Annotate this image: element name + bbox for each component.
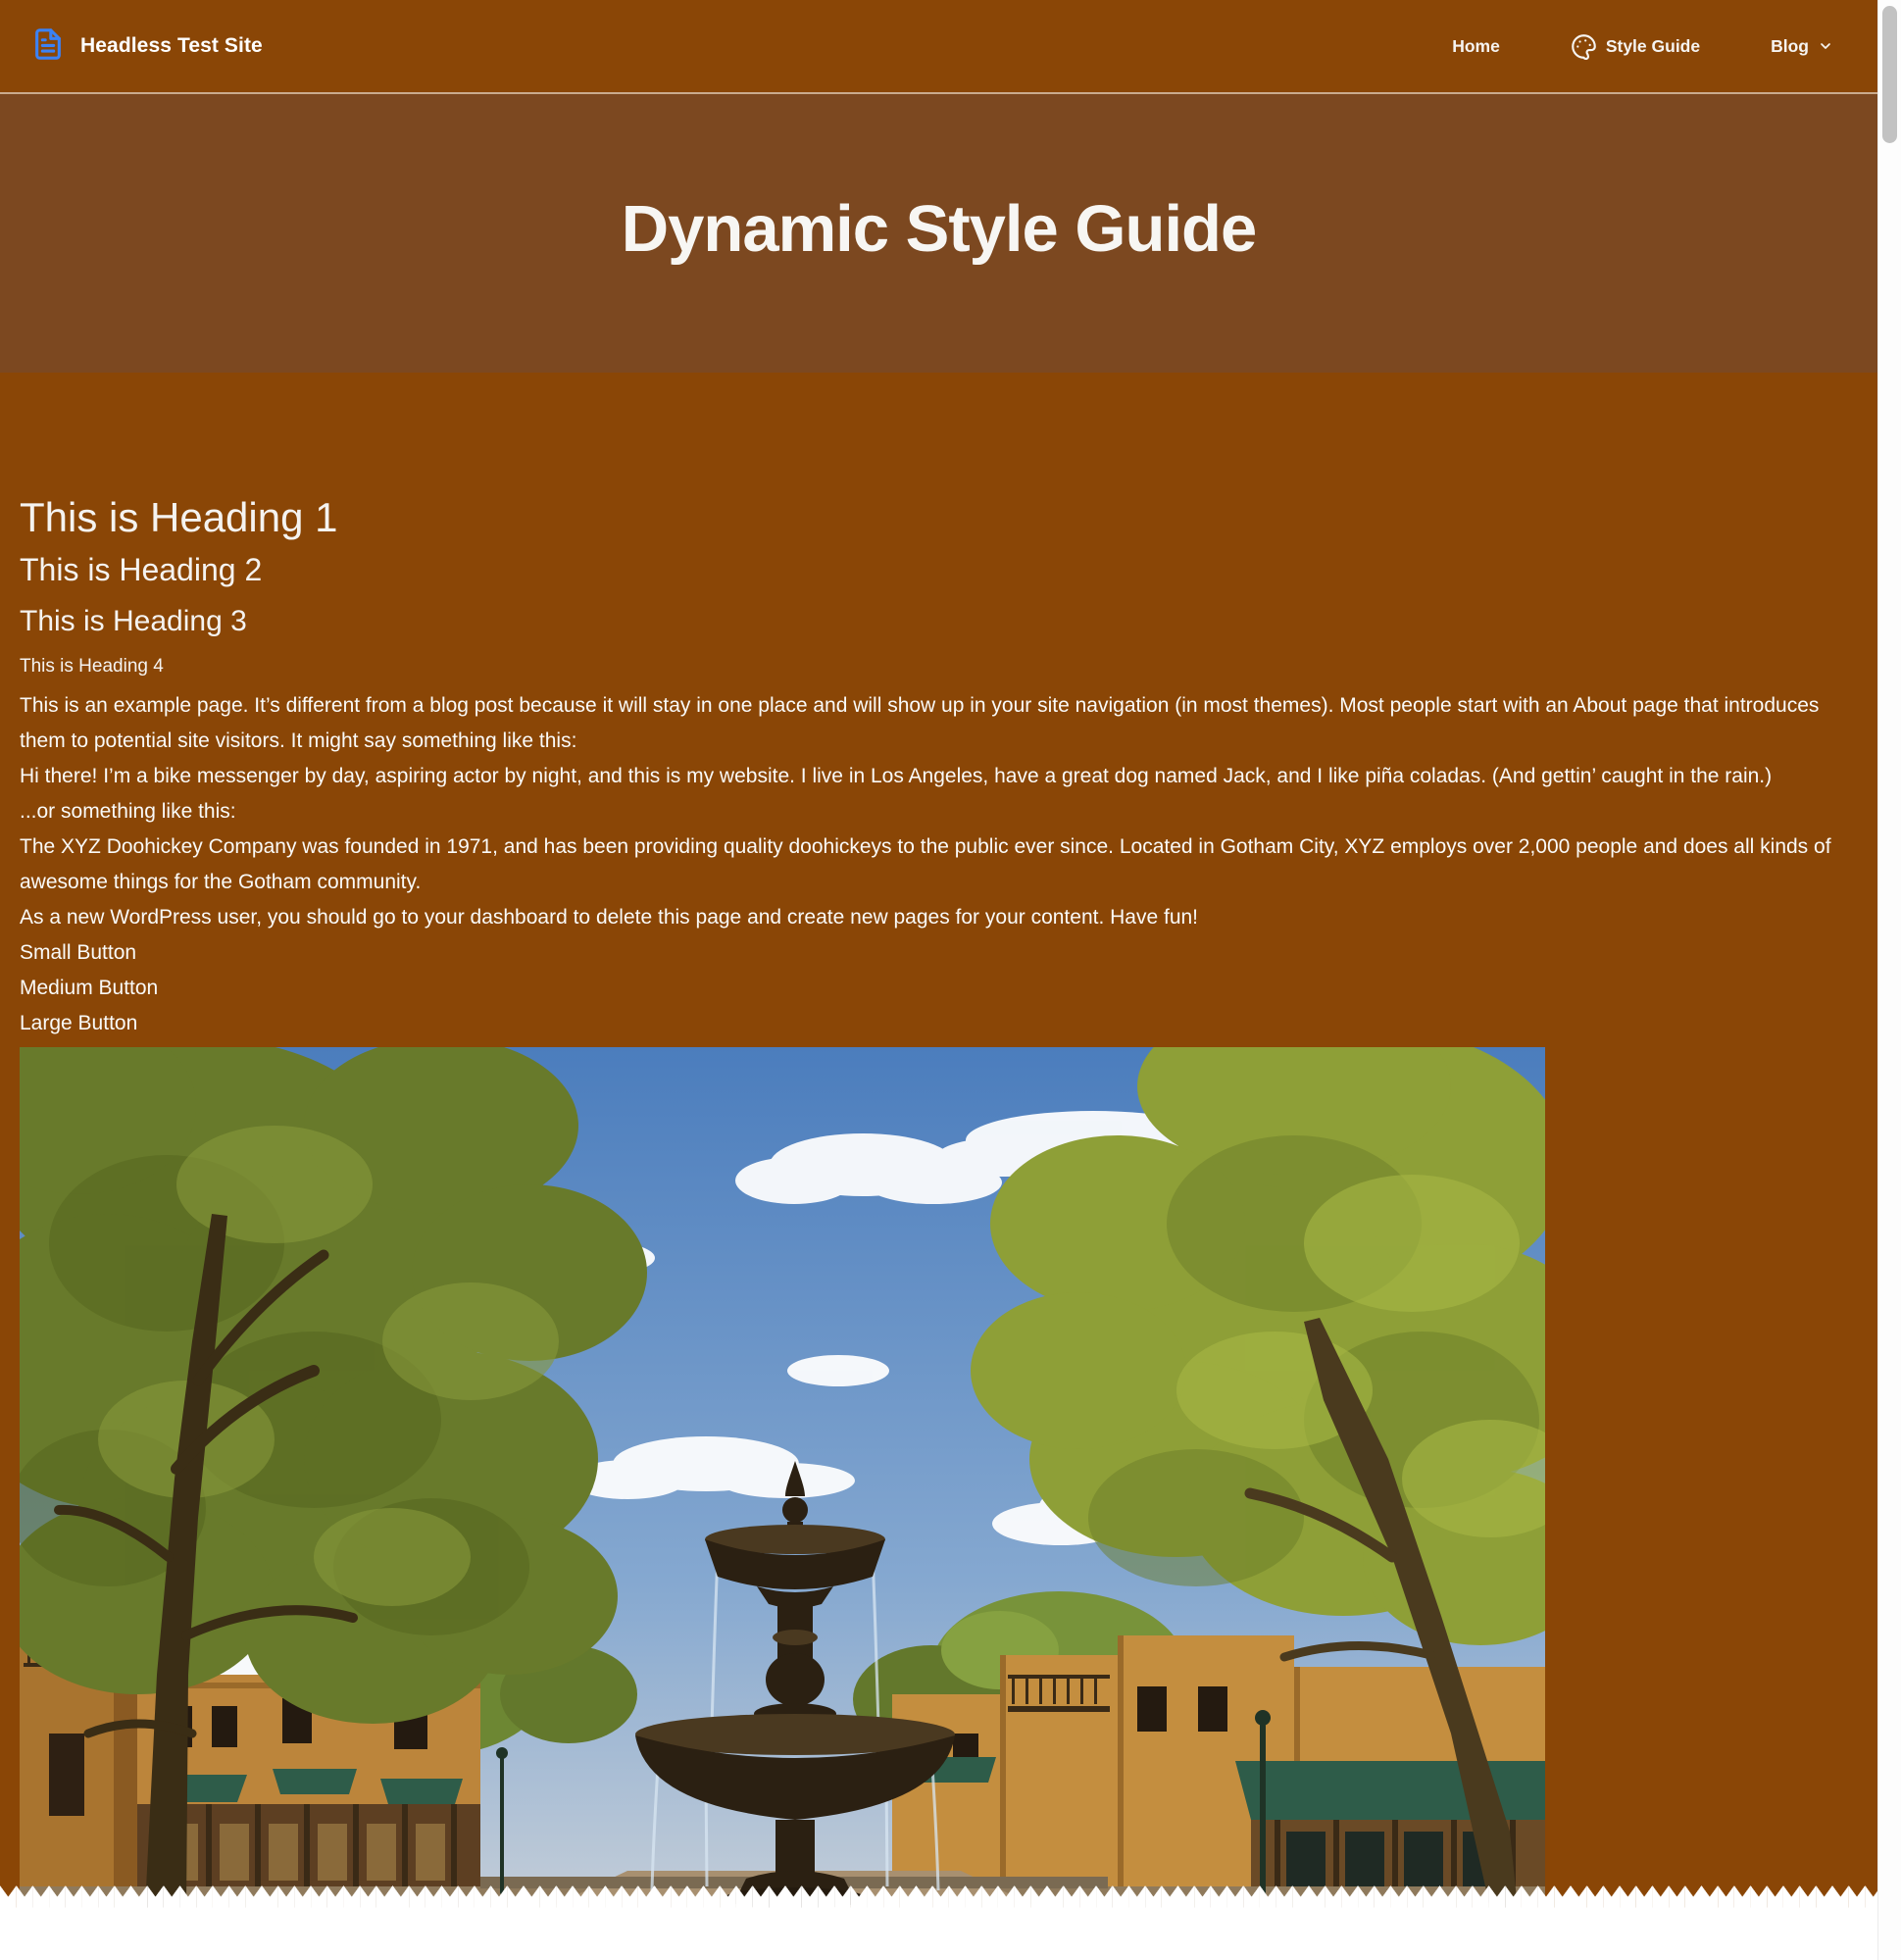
nav-style-guide-label: Style Guide: [1605, 35, 1701, 56]
brand-title: Headless Test Site: [80, 34, 263, 57]
page-title: Dynamic Style Guide: [621, 191, 1257, 266]
nav-link-blog[interactable]: [1771, 36, 1833, 57]
paragraph-bike-messenger: Hi there! I’m a bike messenger by day, aspiring actor by night, and this is my website. I live in Los Angeles, have a great dog named Jack, and I like piña coladas. (And gettin’ caught in the rain.): [20, 765, 1773, 788]
file-text-icon: [31, 25, 65, 68]
paragraph-example-page: This is an example page. It’s different from a blog post because it will stay in one place and will show up in your site navigation (in most themes). Most people start with an About page that introduces them to potential site visitors. It might say something like this:: [20, 694, 1820, 753]
heading-2: This is Heading 2: [20, 552, 263, 588]
main-nav: [1381, 33, 1833, 60]
medium-button[interactable]: Medium Button: [20, 971, 158, 1006]
plaza-photo: [20, 1047, 1545, 1908]
paragraph-xyz-doohickey: The XYZ Doohickey Company was founded in 1971, and has been providing quality doohickeys to the public ever since. Located in Gotham City, XYZ employs over 2,000 people and does all kinds of awesome things for the Gotham community.: [20, 835, 1831, 894]
chevron-down-icon: [1818, 38, 1833, 54]
heading-1: This is Heading 1: [20, 494, 338, 540]
nav-link-style-guide[interactable]: [1571, 33, 1700, 60]
large-button[interactable]: Large Button: [20, 1006, 137, 1041]
nav-blog-label: Blog: [1771, 35, 1809, 56]
heading-4: This is Heading 4: [20, 656, 164, 678]
paragraph-wordpress-user: As a new WordPress user, you should go to your dashboard to delete this page and create new pages for your content. Have fun!: [20, 906, 1199, 930]
brand[interactable]: [31, 25, 263, 68]
site-header: [0, 0, 1877, 94]
main-content: [0, 373, 1877, 1908]
heading-3: This is Heading 3: [20, 605, 247, 638]
nav-link-home[interactable]: [1452, 36, 1500, 57]
hero-banner: [0, 94, 1877, 373]
nav-home-label: Home: [1452, 35, 1500, 56]
palette-icon: [1571, 33, 1597, 60]
small-button[interactable]: Small Button: [20, 935, 136, 971]
scrollbar-track[interactable]: [1877, 0, 1901, 1960]
paragraph-or-something: ...or something like this:: [20, 800, 236, 824]
scrollbar-thumb[interactable]: [1882, 6, 1897, 143]
